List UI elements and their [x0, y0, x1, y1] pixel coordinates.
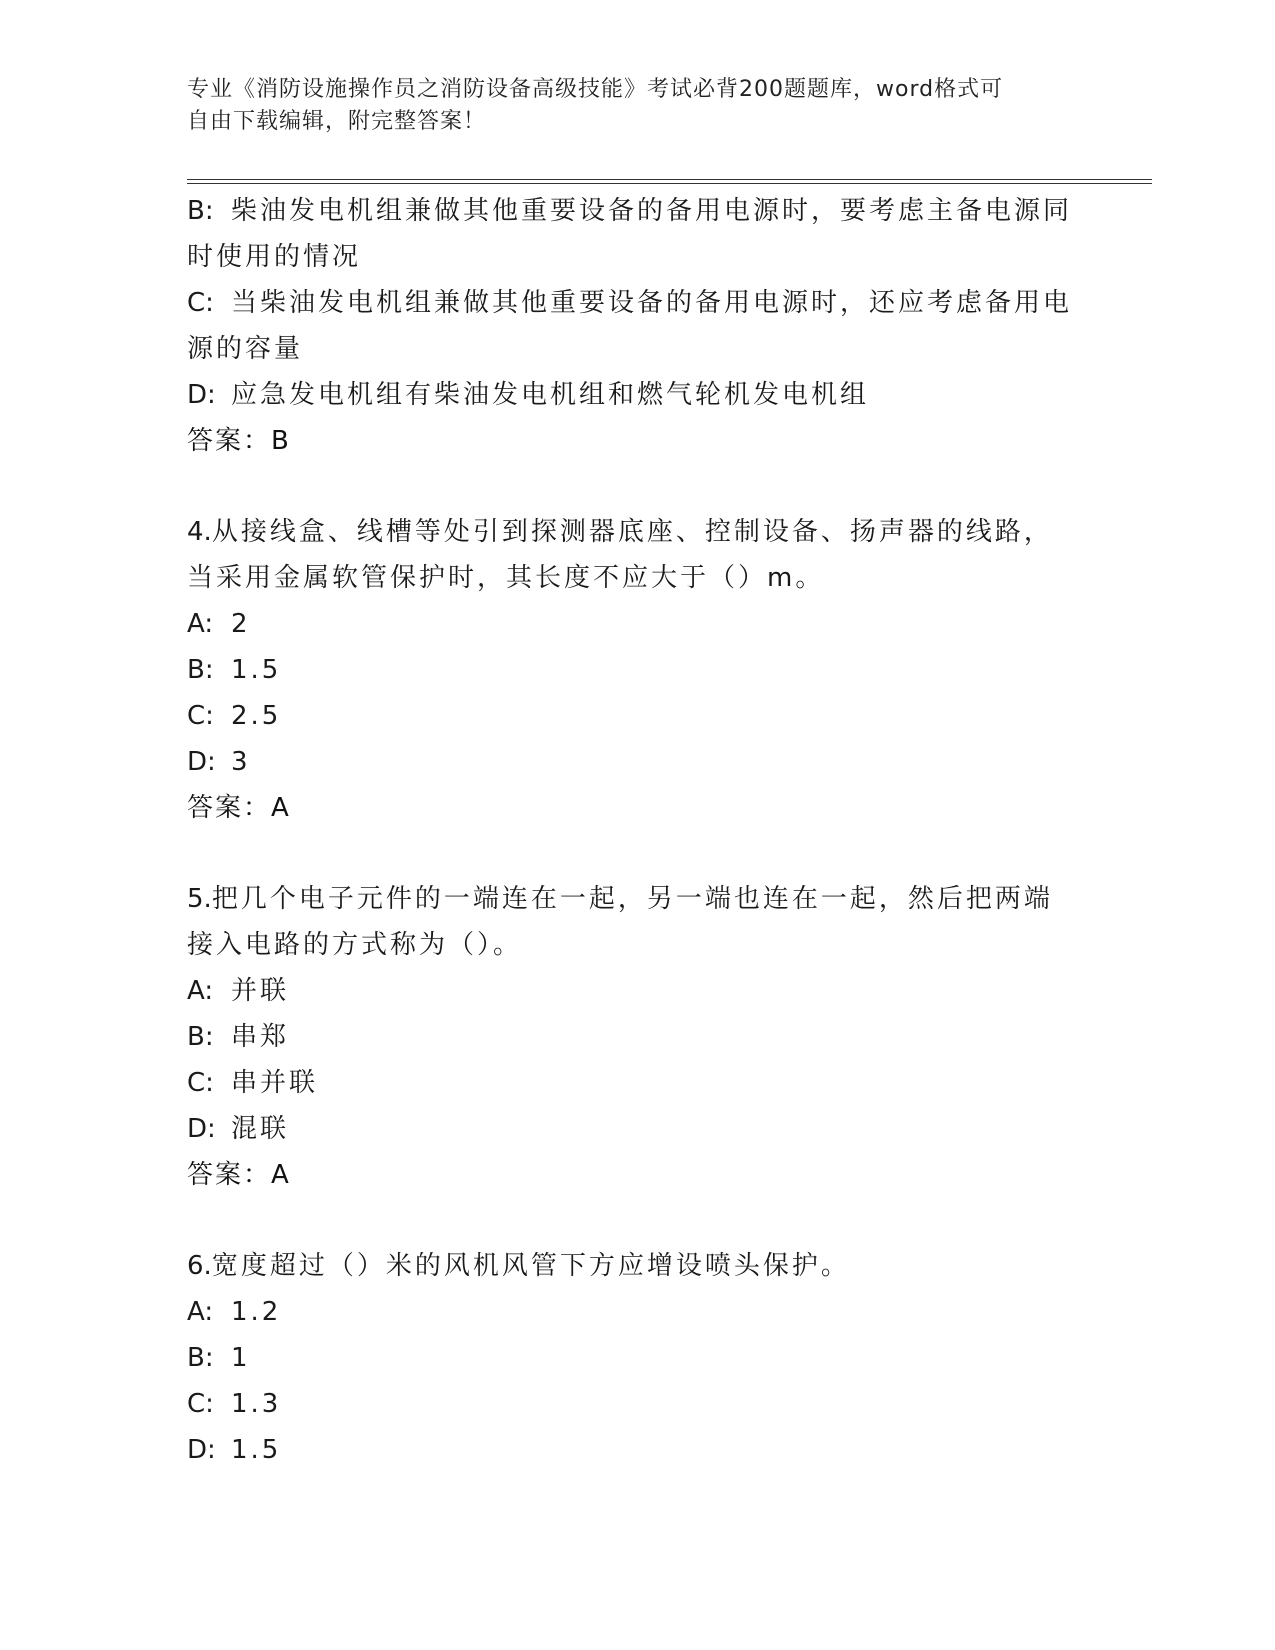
option-label: C:: [187, 288, 214, 318]
answer-line: 答案：A: [187, 1160, 291, 1190]
question-content: [187, 188, 1087, 1473]
stem-text: 宽度超过（）米的风机风管下方应增设喷头保护。: [211, 1251, 850, 1281]
spacer: [187, 831, 1087, 876]
question-stem: [187, 1243, 1087, 1289]
question-6: [187, 1243, 1087, 1473]
option-line: [187, 601, 1087, 647]
stem-text: 从接线盒、线槽等处引到探测器底座、控制设备、扬声器的线路，: [211, 517, 1053, 547]
option-label: A:: [187, 976, 214, 1006]
question-number: 4.: [187, 517, 212, 547]
option-label: A:: [187, 609, 214, 639]
option-text: 1.2: [231, 1297, 282, 1327]
option-text: 2: [231, 609, 251, 639]
option-line: [187, 1106, 1087, 1152]
option-line: [187, 1289, 1087, 1335]
option-label: A:: [187, 1297, 214, 1327]
option-label: D:: [187, 1114, 216, 1144]
option-line: [187, 647, 1087, 693]
header-divider-bottom: [187, 183, 1152, 184]
question-stem: [187, 509, 1087, 555]
option-line: [187, 1014, 1087, 1060]
option-line: [187, 693, 1087, 739]
option-line: [187, 280, 1087, 326]
option-text: 1: [231, 1343, 251, 1373]
option-label: D:: [187, 380, 216, 410]
option-line: [187, 1427, 1087, 1473]
option-line: [187, 1381, 1087, 1427]
option-label: D:: [187, 1435, 216, 1465]
question-stem: [187, 555, 1087, 601]
question-number: 5.: [187, 884, 212, 914]
option-text: 当柴油发电机组兼做其他重要设备的备用电源时，还应考虑备用电: [231, 288, 1073, 318]
answer-line: 答案：B: [187, 426, 291, 456]
option-line: [187, 1060, 1087, 1106]
option-text: 3: [231, 747, 251, 777]
option-line: [187, 372, 1087, 418]
document-header: [187, 74, 1067, 138]
stem-text: 当采用金属软管保护时，其长度不应大于（）m。: [187, 563, 825, 593]
option-line: [187, 739, 1087, 785]
option-label: B:: [187, 655, 214, 685]
option-label: B:: [187, 1022, 214, 1052]
option-text: 应急发电机组有柴油发电机组和燃气轮机发电机组: [231, 380, 870, 410]
option-text: 串郑: [231, 1022, 290, 1052]
header-line-2: 自由下载编辑，附完整答案！: [187, 109, 487, 134]
option-label: C:: [187, 701, 214, 731]
stem-text: 把几个电子元件的一端连在一起，另一端也连在一起，然后把两端: [211, 884, 1053, 914]
option-line: [187, 1335, 1087, 1381]
option-text: 1.5: [231, 1435, 282, 1465]
option-label: B:: [187, 196, 214, 226]
option-text: 源的容量: [187, 334, 304, 364]
spacer: [187, 1198, 1087, 1243]
option-line: [187, 968, 1087, 1014]
option-text: 并联: [231, 976, 290, 1006]
option-line: [187, 234, 1087, 280]
option-label: C:: [187, 1068, 214, 1098]
option-text: 串并联: [231, 1068, 319, 1098]
answer-line: 答案：A: [187, 793, 291, 823]
question-4: [187, 509, 1087, 831]
question-3-continued: [187, 188, 1087, 464]
spacer: [187, 464, 1087, 509]
question-stem: [187, 922, 1087, 968]
option-text: 2.5: [231, 701, 282, 731]
stem-text: 接入电路的方式称为（）。: [187, 930, 523, 960]
option-label: B:: [187, 1343, 214, 1373]
option-text: 混联: [231, 1114, 290, 1144]
header-divider-top: [187, 179, 1152, 180]
option-line: [187, 188, 1087, 234]
question-number: 6.: [187, 1251, 212, 1281]
question-stem: [187, 876, 1087, 922]
option-label: C:: [187, 1389, 214, 1419]
option-text: 时使用的情况: [187, 242, 362, 272]
option-text: 柴油发电机组兼做其他重要设备的备用电源时，要考虑主备电源同: [231, 196, 1073, 226]
header-line-1: 专业《消防设施操作员之消防设备高级技能》考试必背200题题库，word格式可: [187, 77, 1004, 102]
option-label: D:: [187, 747, 216, 777]
option-text: 1.5: [231, 655, 282, 685]
question-5: [187, 876, 1087, 1198]
option-line: [187, 326, 1087, 372]
option-text: 1.3: [231, 1389, 282, 1419]
